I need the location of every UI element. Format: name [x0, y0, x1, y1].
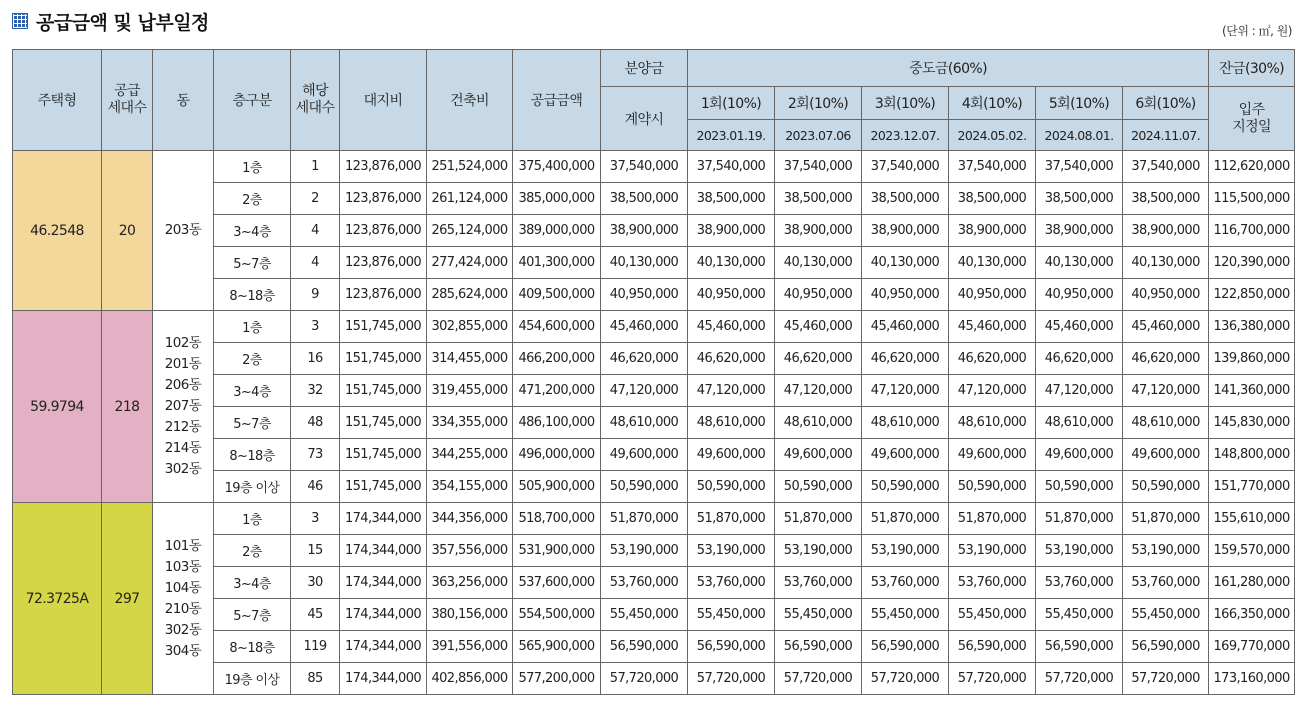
floor-cell: 1층 [214, 311, 291, 343]
middle-payment-cell: 53,190,000 [1123, 535, 1209, 567]
middle-payment-cell: 51,870,000 [1036, 503, 1123, 535]
header-down-payment: 분양금 [601, 50, 688, 87]
land-cost-cell: 174,344,000 [340, 535, 427, 567]
header-middle-payment: 중도금(60%) [688, 50, 1209, 87]
construction-cost-cell: 261,124,000 [427, 183, 513, 215]
middle-payment-cell: 38,900,000 [949, 215, 1036, 247]
construction-cost-cell: 380,156,000 [427, 599, 513, 631]
land-cost-cell: 123,876,000 [340, 247, 427, 279]
middle-payment-cell: 48,610,000 [1036, 407, 1123, 439]
contract-payment-cell: 37,540,000 [601, 151, 688, 183]
page-title: 공급금액 및 납부일정 [36, 11, 209, 34]
supply-amount-cell: 401,300,000 [513, 247, 601, 279]
supply-amount-cell: 565,900,000 [513, 631, 601, 663]
middle-payment-cell: 47,120,000 [862, 375, 949, 407]
header-move-in: 입주 지정일 [1209, 87, 1295, 151]
units-cell: 9 [291, 279, 340, 311]
middle-payment-cell: 49,600,000 [775, 439, 862, 471]
units-cell: 2 [291, 183, 340, 215]
middle-payment-cell: 40,950,000 [1123, 279, 1209, 311]
units-cell: 46 [291, 471, 340, 503]
contract-payment-cell: 55,450,000 [601, 599, 688, 631]
middle-payment-cell: 57,720,000 [1123, 663, 1209, 695]
middle-payment-cell: 48,610,000 [775, 407, 862, 439]
header-installment-date: 2024.11.07. [1123, 120, 1209, 151]
land-cost-cell: 123,876,000 [340, 183, 427, 215]
middle-payment-cell: 38,500,000 [862, 183, 949, 215]
construction-cost-cell: 277,424,000 [427, 247, 513, 279]
contract-payment-cell: 48,610,000 [601, 407, 688, 439]
grid-square-icon [12, 13, 28, 29]
middle-payment-cell: 38,900,000 [1123, 215, 1209, 247]
middle-payment-cell: 53,190,000 [775, 535, 862, 567]
land-cost-cell: 151,745,000 [340, 375, 427, 407]
middle-payment-cell: 53,760,000 [775, 567, 862, 599]
middle-payment-cell: 50,590,000 [949, 471, 1036, 503]
middle-payment-cell: 37,540,000 [1123, 151, 1209, 183]
middle-payment-cell: 50,590,000 [1123, 471, 1209, 503]
land-cost-cell: 151,745,000 [340, 343, 427, 375]
supply-amount-cell: 486,100,000 [513, 407, 601, 439]
contract-payment-cell: 47,120,000 [601, 375, 688, 407]
middle-payment-cell: 38,900,000 [862, 215, 949, 247]
units-cell: 16 [291, 343, 340, 375]
middle-payment-cell: 46,620,000 [1036, 343, 1123, 375]
floor-cell: 1층 [214, 503, 291, 535]
header-installment-label: 1회(10%) [688, 87, 775, 120]
housing-type-cell: 59.9794 [13, 311, 102, 503]
land-cost-cell: 151,745,000 [340, 439, 427, 471]
middle-payment-cell: 40,130,000 [688, 247, 775, 279]
middle-payment-cell: 48,610,000 [1123, 407, 1209, 439]
floor-cell: 3~4층 [214, 375, 291, 407]
middle-payment-cell: 51,870,000 [1123, 503, 1209, 535]
supply-amount-cell: 531,900,000 [513, 535, 601, 567]
middle-payment-cell: 53,760,000 [688, 567, 775, 599]
middle-payment-cell: 40,950,000 [1036, 279, 1123, 311]
supply-amount-cell: 454,600,000 [513, 311, 601, 343]
middle-payment-cell: 47,120,000 [775, 375, 862, 407]
building-cell: 203동 [153, 151, 214, 311]
middle-payment-cell: 38,500,000 [1036, 183, 1123, 215]
supply-amount-cell: 554,500,000 [513, 599, 601, 631]
header-installment-label: 2회(10%) [775, 87, 862, 120]
middle-payment-cell: 45,460,000 [688, 311, 775, 343]
middle-payment-cell: 53,190,000 [1036, 535, 1123, 567]
construction-cost-cell: 344,356,000 [427, 503, 513, 535]
middle-payment-cell: 53,760,000 [862, 567, 949, 599]
middle-payment-cell: 40,130,000 [949, 247, 1036, 279]
table-row [13, 311, 1295, 343]
table-row [13, 503, 1295, 535]
middle-payment-cell: 49,600,000 [1036, 439, 1123, 471]
construction-cost-cell: 314,455,000 [427, 343, 513, 375]
supply-units-cell: 218 [102, 311, 153, 503]
middle-payment-cell: 51,870,000 [688, 503, 775, 535]
unit-note: (단위 : ㎡, 원) [1222, 24, 1292, 38]
table-header [13, 50, 1295, 151]
balance-cell: 159,570,000 [1209, 535, 1295, 567]
units-cell: 119 [291, 631, 340, 663]
header-installment-date: 2023.01.19. [688, 120, 775, 151]
floor-cell: 2층 [214, 343, 291, 375]
construction-cost-cell: 391,556,000 [427, 631, 513, 663]
middle-payment-cell: 56,590,000 [949, 631, 1036, 663]
floor-cell: 2층 [214, 535, 291, 567]
middle-payment-cell: 51,870,000 [862, 503, 949, 535]
middle-payment-cell: 55,450,000 [949, 599, 1036, 631]
middle-payment-cell: 40,130,000 [1123, 247, 1209, 279]
middle-payment-cell: 57,720,000 [775, 663, 862, 695]
middle-payment-cell: 48,610,000 [688, 407, 775, 439]
balance-cell: 145,830,000 [1209, 407, 1295, 439]
supply-amount-cell: 518,700,000 [513, 503, 601, 535]
contract-payment-cell: 46,620,000 [601, 343, 688, 375]
header-floor-class: 층구분 [214, 50, 291, 151]
construction-cost-cell: 357,556,000 [427, 535, 513, 567]
middle-payment-cell: 57,720,000 [862, 663, 949, 695]
middle-payment-cell: 38,500,000 [775, 183, 862, 215]
middle-payment-cell: 38,900,000 [688, 215, 775, 247]
middle-payment-cell: 37,540,000 [949, 151, 1036, 183]
middle-payment-cell: 56,590,000 [862, 631, 949, 663]
header-balance: 잔금(30%) [1209, 50, 1295, 87]
middle-payment-cell: 49,600,000 [949, 439, 1036, 471]
units-cell: 3 [291, 311, 340, 343]
building-cell: 102동 201동 206동 207동 212동 214동 302동 [153, 311, 214, 503]
contract-payment-cell: 38,900,000 [601, 215, 688, 247]
construction-cost-cell: 354,155,000 [427, 471, 513, 503]
middle-payment-cell: 40,950,000 [862, 279, 949, 311]
units-cell: 30 [291, 567, 340, 599]
header-installment-label: 5회(10%) [1036, 87, 1123, 120]
table-body [13, 151, 1295, 695]
middle-payment-cell: 40,130,000 [775, 247, 862, 279]
header-land-cost: 대지비 [340, 50, 427, 151]
middle-payment-cell: 46,620,000 [688, 343, 775, 375]
header-supply-amount: 공급금액 [513, 50, 601, 151]
contract-payment-cell: 45,460,000 [601, 311, 688, 343]
middle-payment-cell: 53,760,000 [1036, 567, 1123, 599]
contract-payment-cell: 51,870,000 [601, 503, 688, 535]
land-cost-cell: 123,876,000 [340, 215, 427, 247]
middle-payment-cell: 56,590,000 [1036, 631, 1123, 663]
housing-type-cell: 46.2548 [13, 151, 102, 311]
balance-cell: 155,610,000 [1209, 503, 1295, 535]
floor-cell: 5~7층 [214, 247, 291, 279]
middle-payment-cell: 45,460,000 [775, 311, 862, 343]
construction-cost-cell: 302,855,000 [427, 311, 513, 343]
units-cell: 45 [291, 599, 340, 631]
middle-payment-cell: 48,610,000 [862, 407, 949, 439]
middle-payment-cell: 49,600,000 [1123, 439, 1209, 471]
units-cell: 85 [291, 663, 340, 695]
contract-payment-cell: 40,950,000 [601, 279, 688, 311]
middle-payment-cell: 53,190,000 [862, 535, 949, 567]
middle-payment-cell: 50,590,000 [862, 471, 949, 503]
land-cost-cell: 151,745,000 [340, 311, 427, 343]
land-cost-cell: 174,344,000 [340, 631, 427, 663]
balance-cell: 115,500,000 [1209, 183, 1295, 215]
supply-amount-cell: 375,400,000 [513, 151, 601, 183]
construction-cost-cell: 265,124,000 [427, 215, 513, 247]
units-cell: 32 [291, 375, 340, 407]
construction-cost-cell: 285,624,000 [427, 279, 513, 311]
middle-payment-cell: 46,620,000 [949, 343, 1036, 375]
floor-cell: 5~7층 [214, 407, 291, 439]
land-cost-cell: 174,344,000 [340, 663, 427, 695]
middle-payment-cell: 46,620,000 [775, 343, 862, 375]
middle-payment-cell: 46,620,000 [862, 343, 949, 375]
middle-payment-cell: 47,120,000 [949, 375, 1036, 407]
middle-payment-cell: 50,590,000 [775, 471, 862, 503]
balance-cell: 141,360,000 [1209, 375, 1295, 407]
title-bar [12, 6, 209, 36]
header-installment-date: 2024.08.01. [1036, 120, 1123, 151]
middle-payment-cell: 38,500,000 [949, 183, 1036, 215]
middle-payment-cell: 49,600,000 [688, 439, 775, 471]
middle-payment-cell: 55,450,000 [862, 599, 949, 631]
floor-cell: 2층 [214, 183, 291, 215]
supply-units-cell: 20 [102, 151, 153, 311]
middle-payment-cell: 51,870,000 [949, 503, 1036, 535]
balance-cell: 122,850,000 [1209, 279, 1295, 311]
middle-payment-cell: 46,620,000 [1123, 343, 1209, 375]
middle-payment-cell: 47,120,000 [1123, 375, 1209, 407]
table-row [13, 151, 1295, 183]
supply-units-cell: 297 [102, 503, 153, 695]
middle-payment-cell: 38,500,000 [1123, 183, 1209, 215]
middle-payment-cell: 38,900,000 [1036, 215, 1123, 247]
balance-cell: 161,280,000 [1209, 567, 1295, 599]
supply-amount-cell: 409,500,000 [513, 279, 601, 311]
units-cell: 15 [291, 535, 340, 567]
middle-payment-cell: 53,190,000 [949, 535, 1036, 567]
balance-cell: 151,770,000 [1209, 471, 1295, 503]
middle-payment-cell: 50,590,000 [688, 471, 775, 503]
construction-cost-cell: 402,856,000 [427, 663, 513, 695]
middle-payment-cell: 40,950,000 [949, 279, 1036, 311]
middle-payment-cell: 55,450,000 [1123, 599, 1209, 631]
middle-payment-cell: 55,450,000 [688, 599, 775, 631]
header-installment-date: 2023.07.06 [775, 120, 862, 151]
floor-cell: 8~18층 [214, 439, 291, 471]
land-cost-cell: 123,876,000 [340, 151, 427, 183]
header-installment-label: 3회(10%) [862, 87, 949, 120]
floor-cell: 1층 [214, 151, 291, 183]
middle-payment-cell: 40,130,000 [862, 247, 949, 279]
middle-payment-cell: 57,720,000 [688, 663, 775, 695]
middle-payment-cell: 45,460,000 [1036, 311, 1123, 343]
floor-cell: 8~18층 [214, 631, 291, 663]
supply-amount-cell: 389,000,000 [513, 215, 601, 247]
balance-cell: 136,380,000 [1209, 311, 1295, 343]
header-supply-units: 공급 세대수 [102, 50, 153, 151]
middle-payment-cell: 40,950,000 [775, 279, 862, 311]
middle-payment-cell: 50,590,000 [1036, 471, 1123, 503]
balance-cell: 116,700,000 [1209, 215, 1295, 247]
header-contract-time: 계약시 [601, 87, 688, 151]
payment-schedule-table [12, 49, 1295, 695]
construction-cost-cell: 344,255,000 [427, 439, 513, 471]
construction-cost-cell: 319,455,000 [427, 375, 513, 407]
middle-payment-cell: 53,760,000 [1123, 567, 1209, 599]
middle-payment-cell: 55,450,000 [1036, 599, 1123, 631]
balance-cell: 166,350,000 [1209, 599, 1295, 631]
construction-cost-cell: 251,524,000 [427, 151, 513, 183]
supply-amount-cell: 471,200,000 [513, 375, 601, 407]
middle-payment-cell: 45,460,000 [1123, 311, 1209, 343]
header-installment-label: 6회(10%) [1123, 87, 1209, 120]
middle-payment-cell: 56,590,000 [775, 631, 862, 663]
units-cell: 4 [291, 247, 340, 279]
middle-payment-cell: 45,460,000 [862, 311, 949, 343]
contract-payment-cell: 40,130,000 [601, 247, 688, 279]
supply-amount-cell: 385,000,000 [513, 183, 601, 215]
supply-amount-cell: 505,900,000 [513, 471, 601, 503]
middle-payment-cell: 56,590,000 [688, 631, 775, 663]
building-cell: 101동 103동 104동 210동 302동 304동 [153, 503, 214, 695]
header-housing-type: 주택형 [13, 50, 102, 151]
header-building: 동 [153, 50, 214, 151]
middle-payment-cell: 37,540,000 [775, 151, 862, 183]
middle-payment-cell: 37,540,000 [1036, 151, 1123, 183]
balance-cell: 112,620,000 [1209, 151, 1295, 183]
units-cell: 73 [291, 439, 340, 471]
units-cell: 1 [291, 151, 340, 183]
housing-type-cell: 72.3725A [13, 503, 102, 695]
construction-cost-cell: 363,256,000 [427, 567, 513, 599]
floor-cell: 19층 이상 [214, 663, 291, 695]
header-construction-cost: 건축비 [427, 50, 513, 151]
middle-payment-cell: 49,600,000 [862, 439, 949, 471]
middle-payment-cell: 40,950,000 [688, 279, 775, 311]
middle-payment-cell: 55,450,000 [775, 599, 862, 631]
header-applicable-units: 해당 세대수 [291, 50, 340, 151]
land-cost-cell: 174,344,000 [340, 567, 427, 599]
middle-payment-cell: 37,540,000 [688, 151, 775, 183]
floor-cell: 5~7층 [214, 599, 291, 631]
land-cost-cell: 174,344,000 [340, 599, 427, 631]
balance-cell: 120,390,000 [1209, 247, 1295, 279]
floor-cell: 19층 이상 [214, 471, 291, 503]
middle-payment-cell: 37,540,000 [862, 151, 949, 183]
units-cell: 4 [291, 215, 340, 247]
floor-cell: 3~4층 [214, 215, 291, 247]
middle-payment-cell: 47,120,000 [688, 375, 775, 407]
supply-amount-cell: 577,200,000 [513, 663, 601, 695]
middle-payment-cell: 40,130,000 [1036, 247, 1123, 279]
contract-payment-cell: 56,590,000 [601, 631, 688, 663]
middle-payment-cell: 47,120,000 [1036, 375, 1123, 407]
contract-payment-cell: 53,760,000 [601, 567, 688, 599]
middle-payment-cell: 45,460,000 [949, 311, 1036, 343]
supply-amount-cell: 496,000,000 [513, 439, 601, 471]
land-cost-cell: 151,745,000 [340, 471, 427, 503]
supply-amount-cell: 466,200,000 [513, 343, 601, 375]
middle-payment-cell: 57,720,000 [949, 663, 1036, 695]
header-installment-date: 2024.05.02. [949, 120, 1036, 151]
middle-payment-cell: 57,720,000 [1036, 663, 1123, 695]
contract-payment-cell: 57,720,000 [601, 663, 688, 695]
land-cost-cell: 123,876,000 [340, 279, 427, 311]
contract-payment-cell: 53,190,000 [601, 535, 688, 567]
balance-cell: 173,160,000 [1209, 663, 1295, 695]
middle-payment-cell: 48,610,000 [949, 407, 1036, 439]
contract-payment-cell: 49,600,000 [601, 439, 688, 471]
middle-payment-cell: 38,900,000 [775, 215, 862, 247]
balance-cell: 139,860,000 [1209, 343, 1295, 375]
land-cost-cell: 174,344,000 [340, 503, 427, 535]
supply-amount-cell: 537,600,000 [513, 567, 601, 599]
middle-payment-cell: 53,190,000 [688, 535, 775, 567]
construction-cost-cell: 334,355,000 [427, 407, 513, 439]
units-cell: 48 [291, 407, 340, 439]
header-installment-date: 2023.12.07. [862, 120, 949, 151]
floor-cell: 3~4층 [214, 567, 291, 599]
balance-cell: 148,800,000 [1209, 439, 1295, 471]
units-cell: 3 [291, 503, 340, 535]
middle-payment-cell: 38,500,000 [688, 183, 775, 215]
contract-payment-cell: 38,500,000 [601, 183, 688, 215]
middle-payment-cell: 56,590,000 [1123, 631, 1209, 663]
contract-payment-cell: 50,590,000 [601, 471, 688, 503]
floor-cell: 8~18층 [214, 279, 291, 311]
middle-payment-cell: 51,870,000 [775, 503, 862, 535]
header-installment-label: 4회(10%) [949, 87, 1036, 120]
land-cost-cell: 151,745,000 [340, 407, 427, 439]
balance-cell: 169,770,000 [1209, 631, 1295, 663]
middle-payment-cell: 53,760,000 [949, 567, 1036, 599]
